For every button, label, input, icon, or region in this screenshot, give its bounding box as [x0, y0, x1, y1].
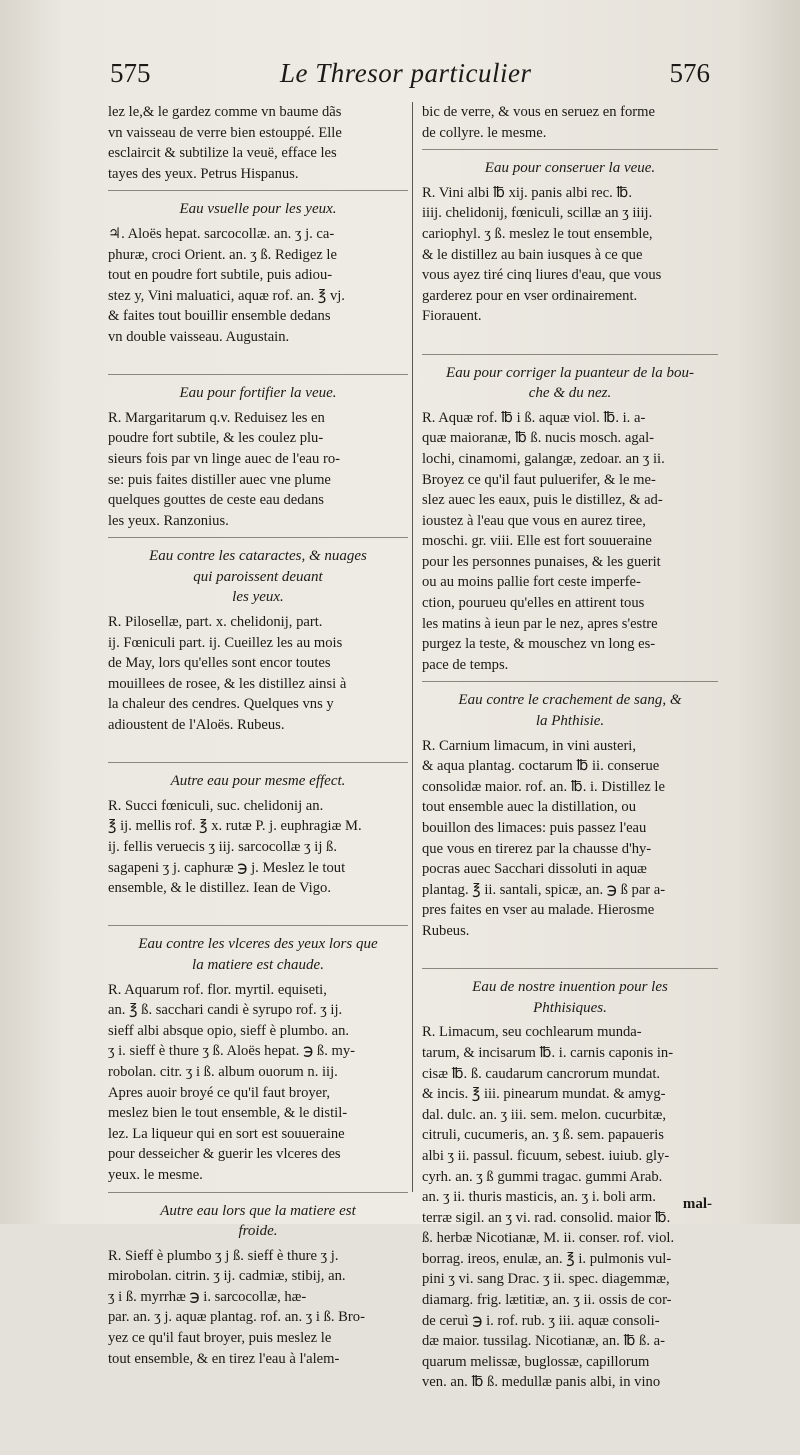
text-line: quæ maioranæ, ℔ ß. nucis mosch. agal-: [422, 430, 655, 447]
paragraph: [108, 612, 408, 756]
text-line: Fiorauent.: [422, 308, 482, 325]
text-line: terræ sigil. an ʒ vi. rad. consolid. maior ℔.: [422, 1209, 671, 1226]
text-line: pace de temps.: [422, 656, 509, 673]
text-line: vn vaisseau de verre bien estouppé. Elle: [108, 124, 342, 141]
text-line: Autre eau lors que la matiere est: [160, 1202, 356, 1219]
text-line: Eau pour fortifier la veue.: [179, 385, 337, 402]
paragraph: [108, 102, 408, 184]
text-line: cisæ ℔. ß. caudarum cancrorum mundat.: [422, 1065, 661, 1082]
text-line: vous ayez tiré cinq liures d'eau, que vous: [422, 267, 662, 284]
text-line: borrag. ireos, enulæ, an. ℥ i. pulmonis vul-: [422, 1250, 672, 1267]
section-rule: [422, 354, 718, 355]
text-line: R. Sieff è plumbo ʒ j ß. sieff è thure ʒ j.: [108, 1247, 339, 1264]
text-line: iiij. chelidonij, fœniculi, scillæ an ʒ iiij.: [422, 205, 653, 222]
text-line: froide.: [238, 1223, 278, 1240]
text-line: ou au moins pallie fort ceste imperfe-: [422, 574, 641, 591]
section-heading: [108, 1201, 408, 1242]
section-heading: [422, 690, 718, 731]
text-line: les yeux.: [232, 589, 284, 606]
text-line: bouillon des limaces: puis passez l'eau: [422, 820, 647, 836]
text-line: albi ʒ ii. passul. ficuum, sebest. iuiub. gly-: [422, 1147, 670, 1164]
text-line: Eau contre les cataractes, & nuages: [149, 548, 367, 565]
text-line: citruli, cucumeris, an. ʒ ß. sem. papaueris: [422, 1127, 664, 1144]
paragraph: [422, 102, 718, 143]
text-line: ij. Fœniculi part. ij. Cueillez les au mois: [108, 634, 343, 651]
text-line: [422, 1414, 718, 1435]
section-heading: [108, 199, 408, 220]
text-line: esclaircit & subtilize la veuë, efface les: [108, 145, 337, 162]
text-line: tayes des yeux. Petrus Hispanus.: [108, 165, 299, 182]
text-line: meslez bien le tout ensemble, & le distil-: [108, 1105, 348, 1122]
text-line: an. ʒ ii. thuris masticis, an. ʒ i. boli arm.: [422, 1189, 656, 1206]
text-line: R. Pilosellæ, part. x. chelidonij, part.: [108, 614, 323, 631]
text-line: tarum, & incisarum ℔. i. carnis caponis in-: [422, 1044, 674, 1061]
text-line: R. Aquæ rof. ℔ i ß. aquæ viol. ℔. i. a-: [422, 409, 646, 426]
text-line: ction, pourueu qu'elles en attirent tous: [422, 595, 645, 612]
text-line: les matins à ieun par le nez, apres s'estre: [422, 615, 658, 632]
text-line: R. Margaritarum q.v. Reduisez les en: [108, 409, 325, 426]
text-line: [108, 899, 408, 920]
text-line: poudre fort subtile, & les coulez plu-: [108, 430, 324, 447]
paragraph: [108, 1246, 408, 1370]
text-line: que vous en tirerez par la chausse d'hy-: [422, 840, 652, 857]
text-line: pour les personnes punaises, & les guerit: [422, 553, 661, 570]
paragraph: [108, 408, 408, 532]
text-line: lochi, cinamomi, galangæ, zedoar. an ʒ ii.: [422, 450, 665, 467]
text-line: Rubeus.: [422, 922, 470, 939]
text-line: Phthisiques.: [533, 999, 607, 1016]
text-line: ʒ i. sieff è thure ʒ ß. Aloës hepat. ℈ ß. my-: [108, 1043, 356, 1060]
section-heading: [422, 977, 718, 1018]
section-rule: [108, 1192, 408, 1193]
text-line: tout en poudre fort subtile, puis adiou-: [108, 267, 333, 284]
text-line: ♃. Aloës hepat. sarcocollæ. an. ʒ j. ca-: [108, 225, 335, 242]
text-line: de ceruì ℈ i. rof. rub. ʒ iii. aquæ consoli-: [422, 1312, 660, 1329]
paragraph: [422, 183, 718, 348]
text-line: les yeux. Ranzonius.: [108, 512, 229, 529]
text-line: cariophyl. ʒ ß. meslez le tout ensemble,: [422, 225, 653, 242]
text-line: dæ maior. tussilag. Nicotianæ, an. ℔ ß. a-: [422, 1333, 665, 1350]
text-line: purgez la teste, & mouschez vn long es-: [422, 636, 656, 653]
text-line: lez le,& le gardez comme vn baume dãs: [108, 104, 342, 120]
text-line: lez. La liqueur qui en sort est souueraine: [108, 1125, 345, 1142]
text-line: de collyre. le mesme.: [422, 124, 547, 141]
section-rule: [422, 968, 718, 969]
text-line: sieurs fois par vn linge auec de l'eau ro-: [108, 450, 340, 467]
text-line: pocras auec Sacchari dissoluti in aquæ: [422, 861, 647, 878]
paragraph: [422, 736, 718, 963]
section-heading: [108, 934, 408, 975]
text-line: R. Aquarum rof. flor. myrtil. equiseti,: [108, 981, 327, 998]
text-line: Eau pour conseruer la veue.: [484, 160, 656, 177]
text-line: sieff albi absque opio, sieff è plumbo. an.: [108, 1022, 350, 1039]
text-line: pini ʒ vi. sang Drac. ʒ ii. spec. diagemmæ,: [422, 1271, 670, 1288]
text-line: tout ensemble, & en tirez l'eau à l'alem-: [108, 1350, 340, 1367]
text-line: R. Limacum, seu cochlearum munda-: [422, 1024, 642, 1041]
section-rule: [108, 925, 408, 926]
paragraph: [422, 408, 718, 676]
text-line: cyrh. an. ʒ ß gummi tragac. gummi Arab.: [422, 1168, 663, 1185]
text-line: Eau contre les vlceres des yeux lors que: [138, 936, 378, 953]
paragraph: [108, 796, 408, 920]
text-line: che & du nez.: [528, 385, 612, 402]
text-line: Autre eau pour mesme effect.: [170, 773, 346, 790]
text-line: pres faites en vser au malade. Hierosme: [422, 902, 655, 919]
text-line: bic de verre, & vous en seruez en forme: [422, 104, 655, 120]
text-line: adioustent de l'Aloës. Rubeus.: [108, 717, 285, 734]
section-rule: [108, 537, 408, 538]
left-page-number: 575: [110, 58, 151, 88]
text-line: qui paroissent deuant: [193, 568, 323, 585]
text-line: robolan. citr. ʒ i ß. album ouorum n. iij.: [108, 1063, 338, 1080]
right-page-number: 576: [669, 58, 710, 88]
catchword: mal-: [682, 1196, 712, 1212]
text-line: plantag. ℥ ii. santali, spicæ, an. ℈ ß par a-: [422, 881, 666, 898]
text-line: an. ℥ ß. sacchari candi è syrupo rof. ʒ ij.: [108, 1002, 343, 1019]
text-line: & faites tout bouillir ensemble dedans: [108, 308, 331, 325]
text-line: R. Vini albi ℔ xij. panis albi rec. ℔.: [422, 184, 632, 201]
text-line: mirobolan. citrin. ʒ ij. cadmiæ, stibij, an.: [108, 1268, 346, 1285]
text-line: & le distillez au bain iusques à ce que: [422, 246, 643, 263]
text-line: R. Succi fœniculi, suc. chelidonij an.: [108, 797, 324, 814]
left-column: [108, 102, 408, 1367]
text-line: la chaleur des cendres. Quelques vns y: [108, 696, 334, 713]
text-line: quarum melissæ, buglossæ, capillorum: [422, 1353, 650, 1370]
text-line: quelques gouttes de ceste eau dedans: [108, 492, 324, 509]
paragraph: [108, 980, 408, 1186]
section-rule: [108, 374, 408, 375]
text-line: consolidæ maior. rof. an. ℔. i. Distillez le: [422, 778, 665, 795]
text-line: Eau vsuelle pour les yeux.: [179, 201, 337, 218]
text-line: & aqua plantag. coctarum ℔ ii. conserue: [422, 758, 660, 775]
section-rule: [108, 190, 408, 191]
text-line: [422, 1434, 718, 1455]
text-line: par. an. ʒ j. aquæ plantag. rof. an. ʒ i ß. Bro-: [108, 1309, 365, 1326]
text-line: de May, lors qu'elles sont encor toutes: [108, 655, 331, 672]
text-line: stez y, Vini maluatici, aquæ rof. an. ℥ vj.: [108, 287, 345, 304]
section-heading: [108, 771, 408, 792]
text-line: ℥ ij. mellis rof. ℥ x. rutæ P. j. euphragiæ M.: [108, 818, 362, 835]
column-divider: [412, 102, 413, 1192]
right-column: [422, 102, 718, 1391]
text-line: [108, 348, 408, 369]
section-heading: [422, 158, 718, 179]
text-line: la Phthisie.: [535, 713, 605, 730]
section-heading: [108, 546, 408, 608]
text-line: slez auec les eaux, puis le distillez, & ad-: [422, 492, 663, 509]
text-line: yez ce qu'il faut broyer, puis meslez le: [108, 1330, 332, 1347]
text-line: ven. an. ℔ ß. medullæ panis albi, in vino: [422, 1374, 661, 1391]
running-title: Le Thresor particulier: [280, 58, 532, 88]
text-line: & incis. ℥ iii. pinearum mundat. & amyg-: [422, 1086, 666, 1103]
text-line: pour desseicher & guerir les vlceres des: [108, 1146, 341, 1163]
text-line: dal. dulc. an. ʒ iii. sem. melon. cucurbitæ,: [422, 1106, 666, 1123]
paragraph: [422, 1022, 718, 1454]
text-line: ß. herbæ Nicotianæ, M. ii. conser. rof. viol.: [422, 1230, 675, 1247]
text-line: ensemble, & le distillez. Iean de Vigo.: [108, 880, 331, 897]
section-rule: [108, 762, 408, 763]
paragraph: [108, 224, 408, 368]
text-line: R. Carnium limacum, in vini austeri,: [422, 737, 637, 754]
text-line: phuræ, croci Orient. an. ʒ ß. Redigez le: [108, 246, 337, 263]
text-line: se: puis faites distiller auec vne plume: [108, 471, 331, 488]
text-line: tout ensemble auec la distillation, ou: [422, 799, 636, 816]
text-line: [422, 1393, 718, 1414]
section-rule: [422, 149, 718, 150]
text-line: Broyez ce qu'il faut puluerifer, & le me-: [422, 471, 656, 488]
section-heading: [422, 363, 718, 404]
section-rule: [422, 681, 718, 682]
text-line: [422, 942, 718, 963]
text-line: Eau de nostre inuention pour les: [472, 979, 668, 996]
text-line: [422, 327, 718, 348]
text-line: la matiere est chaude.: [192, 956, 324, 973]
text-line: [108, 736, 408, 757]
text-line: sagapeni ʒ j. caphuræ ℈ j. Meslez le tout: [108, 859, 346, 876]
text-line: Eau pour corriger la puanteur de la bou-: [446, 364, 694, 381]
text-line: ij. fellis veruecis ʒ iij. sarcocollæ ʒ ij ß.: [108, 839, 337, 855]
text-line: Eau contre le crachement de sang, &: [458, 692, 682, 709]
text-line: garderez pour en vser ordinairement.: [422, 287, 638, 304]
text-line: ʒ i ß. myrrhæ ℈ i. sarcocollæ, hæ-: [108, 1288, 307, 1305]
text-line: diamarg. frig. lætitiæ, an. ʒ ii. ossis de cor-: [422, 1292, 672, 1309]
text-line: yeux. le mesme.: [108, 1166, 203, 1183]
text-line: ioustez à l'eau que vous en aurez tiree,: [422, 512, 646, 529]
text-line: moschi. gr. viii. Elle est fort souueraine: [422, 533, 652, 550]
page-header: [110, 58, 710, 98]
text-line: mouillees de rosee, & les distillez ainsi à: [108, 675, 347, 692]
text-line: vn double vaisseau. Augustain.: [108, 328, 290, 345]
section-heading: [108, 383, 408, 404]
text-line: Apres auoir broyé ce qu'il faut broyer,: [108, 1084, 331, 1101]
